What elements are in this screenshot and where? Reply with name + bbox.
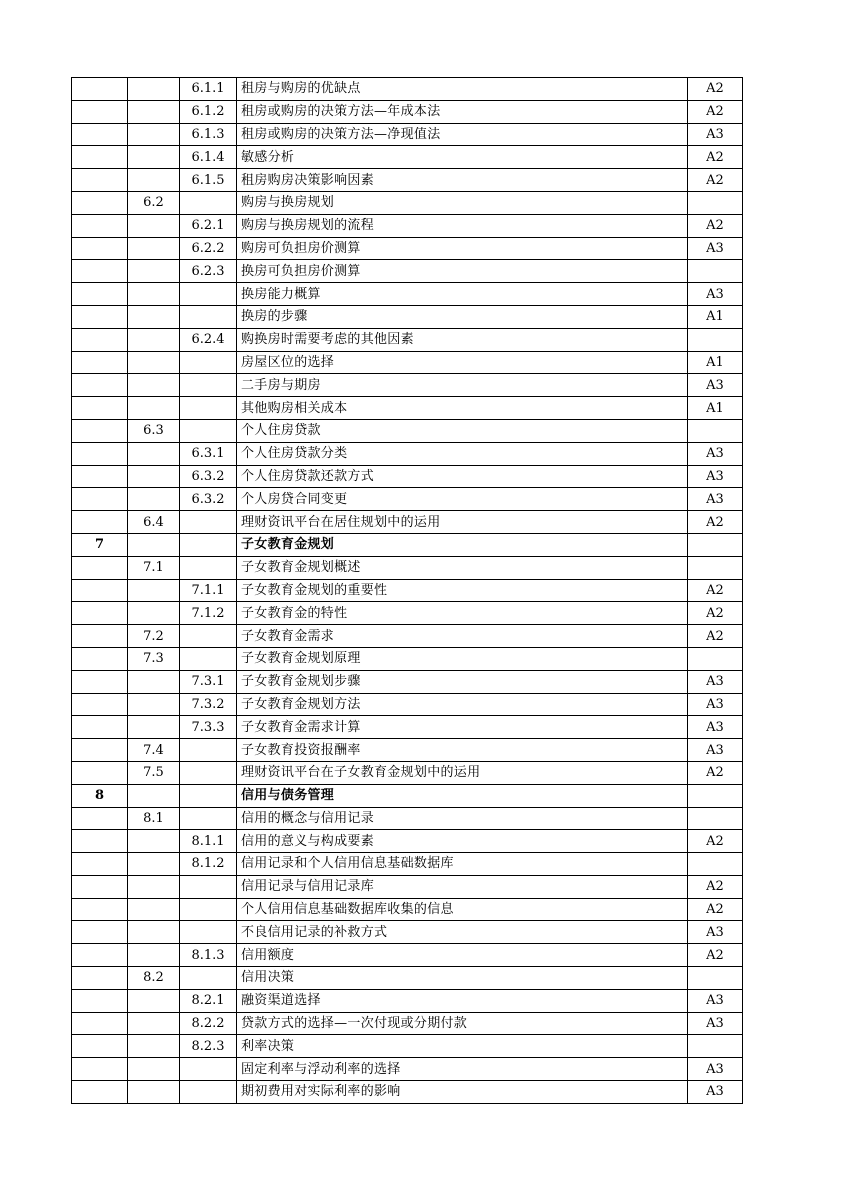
topic-title: 换房可负担房价测算 — [237, 260, 688, 283]
topic-title: 子女教育金规划步骤 — [237, 670, 688, 693]
subsection-number — [180, 191, 237, 214]
table-row — [72, 602, 743, 625]
table-row — [72, 1012, 743, 1035]
topic-title: 信用记录和个人信用信息基础数据库 — [237, 853, 688, 876]
requirement-level: A2 — [688, 944, 743, 967]
topic-title: 子女教育投资报酬率 — [237, 739, 688, 762]
table-row — [72, 465, 743, 488]
section-number: 6.4 — [128, 511, 180, 534]
chapter-number — [72, 374, 128, 397]
topic-title: 期初费用对实际利率的影响 — [237, 1081, 688, 1104]
subsection-number: 7.1.1 — [180, 579, 237, 602]
requirement-level: A3 — [688, 465, 743, 488]
table-row — [72, 397, 743, 420]
section-number — [128, 146, 180, 169]
topic-title: 换房的步骤 — [237, 305, 688, 328]
requirement-level: A3 — [688, 237, 743, 260]
subsection-number — [180, 397, 237, 420]
subsection-number: 6.1.2 — [180, 100, 237, 123]
requirement-level: A3 — [688, 739, 743, 762]
chapter-number — [72, 419, 128, 442]
subsection-number: 6.2.4 — [180, 328, 237, 351]
subsection-number: 7.3.2 — [180, 693, 237, 716]
topic-title: 利率决策 — [237, 1035, 688, 1058]
requirement-level: A2 — [688, 78, 743, 101]
requirement-level: A2 — [688, 214, 743, 237]
subsection-number: 6.3.2 — [180, 465, 237, 488]
requirement-level — [688, 191, 743, 214]
section-number — [128, 123, 180, 146]
section-number: 6.2 — [128, 191, 180, 214]
chapter-number — [72, 625, 128, 648]
chapter-number — [72, 670, 128, 693]
subsection-number — [180, 921, 237, 944]
requirement-level: A2 — [688, 761, 743, 784]
section-number — [128, 602, 180, 625]
subsection-number — [180, 533, 237, 556]
chapter-number — [72, 237, 128, 260]
section-number — [128, 488, 180, 511]
table-row — [72, 488, 743, 511]
table-row — [72, 511, 743, 534]
topic-title: 个人住房贷款分类 — [237, 442, 688, 465]
chapter-number — [72, 830, 128, 853]
section-number — [128, 328, 180, 351]
section-number — [128, 853, 180, 876]
subsection-number: 8.2.2 — [180, 1012, 237, 1035]
requirement-level — [688, 967, 743, 990]
topic-title: 信用的意义与构成要素 — [237, 830, 688, 853]
table-row — [72, 944, 743, 967]
table-row — [72, 305, 743, 328]
section-number — [128, 374, 180, 397]
topic-title: 租房购房决策影响因素 — [237, 169, 688, 192]
chapter-number — [72, 693, 128, 716]
topic-title: 固定利率与浮动利率的选择 — [237, 1058, 688, 1081]
section-number — [128, 214, 180, 237]
section-number — [128, 78, 180, 101]
subsection-number — [180, 967, 237, 990]
subsection-number: 6.3.2 — [180, 488, 237, 511]
requirement-level: A2 — [688, 169, 743, 192]
chapter-number — [72, 556, 128, 579]
table-row — [72, 237, 743, 260]
chapter-number — [72, 146, 128, 169]
section-number — [128, 533, 180, 556]
subsection-number — [180, 511, 237, 534]
subsection-number: 6.1.5 — [180, 169, 237, 192]
topic-title: 子女教育金需求计算 — [237, 716, 688, 739]
topic-title: 子女教育金规划方法 — [237, 693, 688, 716]
requirement-level — [688, 853, 743, 876]
topic-title: 子女教育金的特性 — [237, 602, 688, 625]
chapter-number — [72, 875, 128, 898]
requirement-level — [688, 647, 743, 670]
chapter-number — [72, 1035, 128, 1058]
requirement-level: A1 — [688, 397, 743, 420]
requirement-level — [688, 556, 743, 579]
section-number — [128, 169, 180, 192]
requirement-level: A3 — [688, 921, 743, 944]
subsection-number — [180, 1081, 237, 1104]
subsection-number — [180, 1058, 237, 1081]
topic-title: 个人住房贷款 — [237, 419, 688, 442]
topic-title: 信用的概念与信用记录 — [237, 807, 688, 830]
table-row — [72, 78, 743, 101]
subsection-number: 6.2.2 — [180, 237, 237, 260]
section-number — [128, 397, 180, 420]
section-number — [128, 579, 180, 602]
subsection-number: 8.1.1 — [180, 830, 237, 853]
section-number: 6.3 — [128, 419, 180, 442]
chapter-number — [72, 442, 128, 465]
chapter-number — [72, 78, 128, 101]
table-row — [72, 191, 743, 214]
topic-title: 个人信用信息基础数据库收集的信息 — [237, 898, 688, 921]
table-row — [72, 442, 743, 465]
topic-title: 购房与换房规划 — [237, 191, 688, 214]
chapter-number — [72, 739, 128, 762]
requirement-level: A1 — [688, 351, 743, 374]
topic-title: 敏感分析 — [237, 146, 688, 169]
subsection-number: 8.1.2 — [180, 853, 237, 876]
table-row — [72, 921, 743, 944]
topic-title: 换房能力概算 — [237, 283, 688, 306]
table-row — [72, 374, 743, 397]
section-number — [128, 305, 180, 328]
table-row — [72, 647, 743, 670]
chapter-number — [72, 716, 128, 739]
requirement-level: A3 — [688, 442, 743, 465]
chapter-number — [72, 511, 128, 534]
table-row — [72, 100, 743, 123]
topic-title: 子女教育金需求 — [237, 625, 688, 648]
table-row — [72, 875, 743, 898]
section-number — [128, 1035, 180, 1058]
requirement-level — [688, 807, 743, 830]
chapter-number — [72, 602, 128, 625]
section-number — [128, 921, 180, 944]
section-number — [128, 237, 180, 260]
requirement-level: A3 — [688, 716, 743, 739]
subsection-number — [180, 739, 237, 762]
section-number — [128, 1012, 180, 1035]
section-number — [128, 260, 180, 283]
table-row — [72, 260, 743, 283]
topic-title: 信用额度 — [237, 944, 688, 967]
table-row — [72, 625, 743, 648]
subsection-number: 6.1.1 — [180, 78, 237, 101]
table-row — [72, 716, 743, 739]
topic-title: 二手房与期房 — [237, 374, 688, 397]
section-number — [128, 784, 180, 807]
subsection-number — [180, 647, 237, 670]
requirement-level: A2 — [688, 875, 743, 898]
chapter-number — [72, 328, 128, 351]
chapter-row — [72, 784, 743, 807]
requirement-level: A3 — [688, 989, 743, 1012]
table-row — [72, 1058, 743, 1081]
table-row — [72, 967, 743, 990]
section-number: 7.1 — [128, 556, 180, 579]
subsection-number: 6.2.3 — [180, 260, 237, 283]
requirement-level: A3 — [688, 374, 743, 397]
topic-title: 个人住房贷款还款方式 — [237, 465, 688, 488]
section-number: 7.4 — [128, 739, 180, 762]
topic-title: 购房可负担房价测算 — [237, 237, 688, 260]
topic-title: 信用决策 — [237, 967, 688, 990]
requirement-level: A2 — [688, 830, 743, 853]
topic-title: 购房与换房规划的流程 — [237, 214, 688, 237]
chapter-number — [72, 967, 128, 990]
table-row — [72, 351, 743, 374]
table-row — [72, 1035, 743, 1058]
table-row — [72, 898, 743, 921]
topic-title: 信用记录与信用记录库 — [237, 875, 688, 898]
requirement-level: A3 — [688, 488, 743, 511]
chapter-number — [72, 579, 128, 602]
section-number — [128, 693, 180, 716]
chapter-number — [72, 351, 128, 374]
section-number — [128, 716, 180, 739]
requirement-level — [688, 328, 743, 351]
requirement-level: A3 — [688, 670, 743, 693]
table-row — [72, 328, 743, 351]
section-number — [128, 351, 180, 374]
table-row — [72, 146, 743, 169]
syllabus-rows — [72, 78, 743, 1104]
topic-title: 个人房贷合同变更 — [237, 488, 688, 511]
section-number — [128, 283, 180, 306]
requirement-level — [688, 784, 743, 807]
subsection-number — [180, 807, 237, 830]
table-row — [72, 283, 743, 306]
chapter-number — [72, 989, 128, 1012]
chapter-number — [72, 921, 128, 944]
section-number: 7.5 — [128, 761, 180, 784]
subsection-number — [180, 351, 237, 374]
requirement-level: A2 — [688, 511, 743, 534]
subsection-number — [180, 283, 237, 306]
topic-title: 子女教育金规划的重要性 — [237, 579, 688, 602]
subsection-number — [180, 875, 237, 898]
table-row — [72, 670, 743, 693]
chapter-number — [72, 214, 128, 237]
requirement-level — [688, 260, 743, 283]
table-row — [72, 989, 743, 1012]
subsection-number: 8.1.3 — [180, 944, 237, 967]
section-number: 7.3 — [128, 647, 180, 670]
requirement-level — [688, 419, 743, 442]
requirement-level: A3 — [688, 1012, 743, 1035]
section-number — [128, 1081, 180, 1104]
topic-title: 租房或购房的决策方法—年成本法 — [237, 100, 688, 123]
subsection-number: 7.3.3 — [180, 716, 237, 739]
requirement-level: A3 — [688, 283, 743, 306]
table-row — [72, 1081, 743, 1104]
section-number — [128, 442, 180, 465]
requirement-level — [688, 1035, 743, 1058]
section-number — [128, 670, 180, 693]
topic-title: 租房与购房的优缺点 — [237, 78, 688, 101]
subsection-number: 7.1.2 — [180, 602, 237, 625]
subsection-number: 6.1.4 — [180, 146, 237, 169]
subsection-number — [180, 305, 237, 328]
subsection-number: 8.2.3 — [180, 1035, 237, 1058]
chapter-number — [72, 488, 128, 511]
table-row — [72, 556, 743, 579]
chapter-number: 7 — [72, 533, 128, 556]
chapter-number — [72, 397, 128, 420]
table-row — [72, 853, 743, 876]
subsection-number: 6.1.3 — [180, 123, 237, 146]
requirement-level: A3 — [688, 1058, 743, 1081]
requirement-level: A2 — [688, 579, 743, 602]
subsection-number — [180, 374, 237, 397]
table-row — [72, 419, 743, 442]
section-number — [128, 100, 180, 123]
requirement-level — [688, 533, 743, 556]
section-number: 7.2 — [128, 625, 180, 648]
subsection-number: 8.2.1 — [180, 989, 237, 1012]
requirement-level: A2 — [688, 146, 743, 169]
subsection-number — [180, 419, 237, 442]
section-number — [128, 465, 180, 488]
table-row — [72, 739, 743, 762]
chapter-number — [72, 123, 128, 146]
requirement-level: A2 — [688, 898, 743, 921]
subsection-number — [180, 625, 237, 648]
chapter-number — [72, 283, 128, 306]
section-number — [128, 875, 180, 898]
subsection-number — [180, 898, 237, 921]
topic-title: 房屋区位的选择 — [237, 351, 688, 374]
chapter-number — [72, 1058, 128, 1081]
section-number — [128, 1058, 180, 1081]
section-number — [128, 830, 180, 853]
topic-title: 信用与债务管理 — [237, 784, 688, 807]
chapter-number — [72, 191, 128, 214]
topic-title: 理财资讯平台在子女教育金规划中的运用 — [237, 761, 688, 784]
subsection-number — [180, 784, 237, 807]
table-row — [72, 123, 743, 146]
table-row — [72, 693, 743, 716]
topic-title: 子女教育金规划概述 — [237, 556, 688, 579]
table-row — [72, 214, 743, 237]
chapter-number — [72, 944, 128, 967]
chapter-number — [72, 761, 128, 784]
chapter-number — [72, 807, 128, 830]
topic-title: 租房或购房的决策方法—净现值法 — [237, 123, 688, 146]
section-number — [128, 898, 180, 921]
topic-title: 其他购房相关成本 — [237, 397, 688, 420]
subsection-number — [180, 556, 237, 579]
requirement-level: A2 — [688, 602, 743, 625]
table-row — [72, 579, 743, 602]
topic-title: 子女教育金规划 — [237, 533, 688, 556]
chapter-number — [72, 465, 128, 488]
requirement-level: A2 — [688, 625, 743, 648]
table-row — [72, 830, 743, 853]
topic-title: 贷款方式的选择—一次付现或分期付款 — [237, 1012, 688, 1035]
subsection-number — [180, 761, 237, 784]
syllabus-table — [71, 77, 743, 1104]
topic-title: 不良信用记录的补救方式 — [237, 921, 688, 944]
chapter-number — [72, 1012, 128, 1035]
requirement-level: A2 — [688, 100, 743, 123]
section-number — [128, 944, 180, 967]
table-row — [72, 761, 743, 784]
section-number — [128, 989, 180, 1012]
chapter-number: 8 — [72, 784, 128, 807]
requirement-level: A3 — [688, 1081, 743, 1104]
chapter-number — [72, 260, 128, 283]
topic-title: 购换房时需要考虑的其他因素 — [237, 328, 688, 351]
chapter-number — [72, 647, 128, 670]
table-row — [72, 807, 743, 830]
topic-title: 子女教育金规划原理 — [237, 647, 688, 670]
chapter-number — [72, 853, 128, 876]
chapter-row — [72, 533, 743, 556]
requirement-level: A1 — [688, 305, 743, 328]
section-number: 8.2 — [128, 967, 180, 990]
subsection-number: 6.2.1 — [180, 214, 237, 237]
chapter-number — [72, 100, 128, 123]
requirement-level: A3 — [688, 123, 743, 146]
topic-title: 理财资讯平台在居住规划中的运用 — [237, 511, 688, 534]
topic-title: 融资渠道选择 — [237, 989, 688, 1012]
subsection-number: 7.3.1 — [180, 670, 237, 693]
chapter-number — [72, 898, 128, 921]
chapter-number — [72, 305, 128, 328]
table-row — [72, 169, 743, 192]
chapter-number — [72, 169, 128, 192]
chapter-number — [72, 1081, 128, 1104]
section-number: 8.1 — [128, 807, 180, 830]
subsection-number: 6.3.1 — [180, 442, 237, 465]
requirement-level: A3 — [688, 693, 743, 716]
